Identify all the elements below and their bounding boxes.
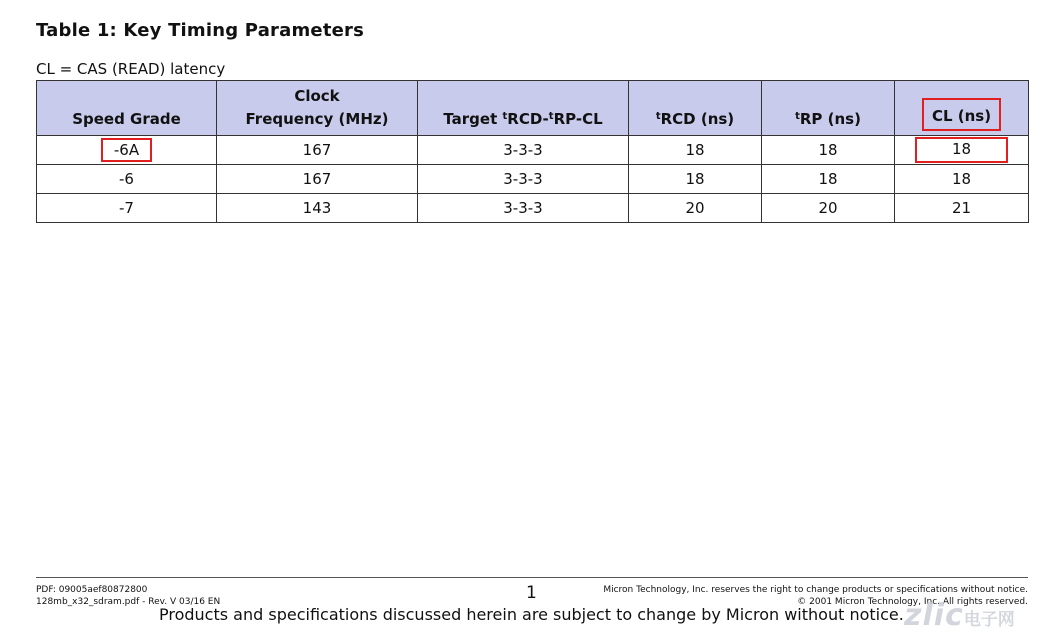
cell-trp: 18 [762, 165, 895, 194]
cell-cl: 21 [895, 194, 1029, 223]
highlight-box-cl-value: 18 [915, 137, 1008, 163]
cell-cl: 18 [895, 165, 1029, 194]
cell-target: 3-3-3 [418, 194, 629, 223]
page-number: 1 [526, 583, 537, 603]
footer-filename: 128mb_x32_sdram.pdf - Rev. V 03/16 EN [36, 597, 221, 607]
cell-clock: 167 [217, 165, 418, 194]
highlight-box-6a: -6A [101, 138, 152, 162]
highlight-box-cl: CL (ns) [922, 98, 1001, 131]
watermark-logo: zlic电子网 [904, 598, 1015, 633]
header-cl [895, 81, 1029, 136]
cell-target: 3-3-3 [418, 165, 629, 194]
header-speed-grade: Speed Grade [37, 81, 217, 136]
timing-table [36, 80, 1029, 223]
header-trcd: $^t$RCD (ns) [629, 81, 762, 136]
table-header-row [37, 81, 1029, 136]
cell-trp: 20 [762, 194, 895, 223]
footer-pdf-id: PDF: 09005aef80872800 [36, 585, 148, 595]
header-trp: $^t$RP (ns) [762, 81, 895, 136]
cell-trcd: 18 [629, 136, 762, 165]
cell-speed-grade [37, 136, 217, 165]
footer-reserves-notice: Micron Technology, Inc. reserves the right to change products or specifications without notice. [603, 585, 1028, 595]
cell-clock: 167 [217, 136, 418, 165]
cell-speed-grade: -6 [37, 165, 217, 194]
cell-clock: 143 [217, 194, 418, 223]
footer-divider [36, 577, 1028, 578]
cell-speed-grade: -7 [37, 194, 217, 223]
cell-trcd: 18 [629, 165, 762, 194]
cell-cl [895, 136, 1029, 165]
cell-trcd: 20 [629, 194, 762, 223]
table-row [37, 194, 1029, 223]
header-target-timing: Target $^t$RCD-$^t$RP-CL [418, 81, 629, 136]
footer-copyright: © 2001 Micron Technology, Inc. All rights reserved. [797, 597, 1028, 607]
table-row [37, 136, 1029, 165]
latency-note: CL = CAS (READ) latency [36, 60, 226, 78]
header-clock-frequency: Clock Frequency (MHz) [217, 81, 418, 136]
table-title: Table 1: Key Timing Parameters [36, 20, 365, 41]
cell-trp: 18 [762, 136, 895, 165]
table-row [37, 165, 1029, 194]
cell-target: 3-3-3 [418, 136, 629, 165]
footer-disclaimer: Products and specifications discussed herein are subject to change by Micron without notice. [159, 605, 904, 624]
